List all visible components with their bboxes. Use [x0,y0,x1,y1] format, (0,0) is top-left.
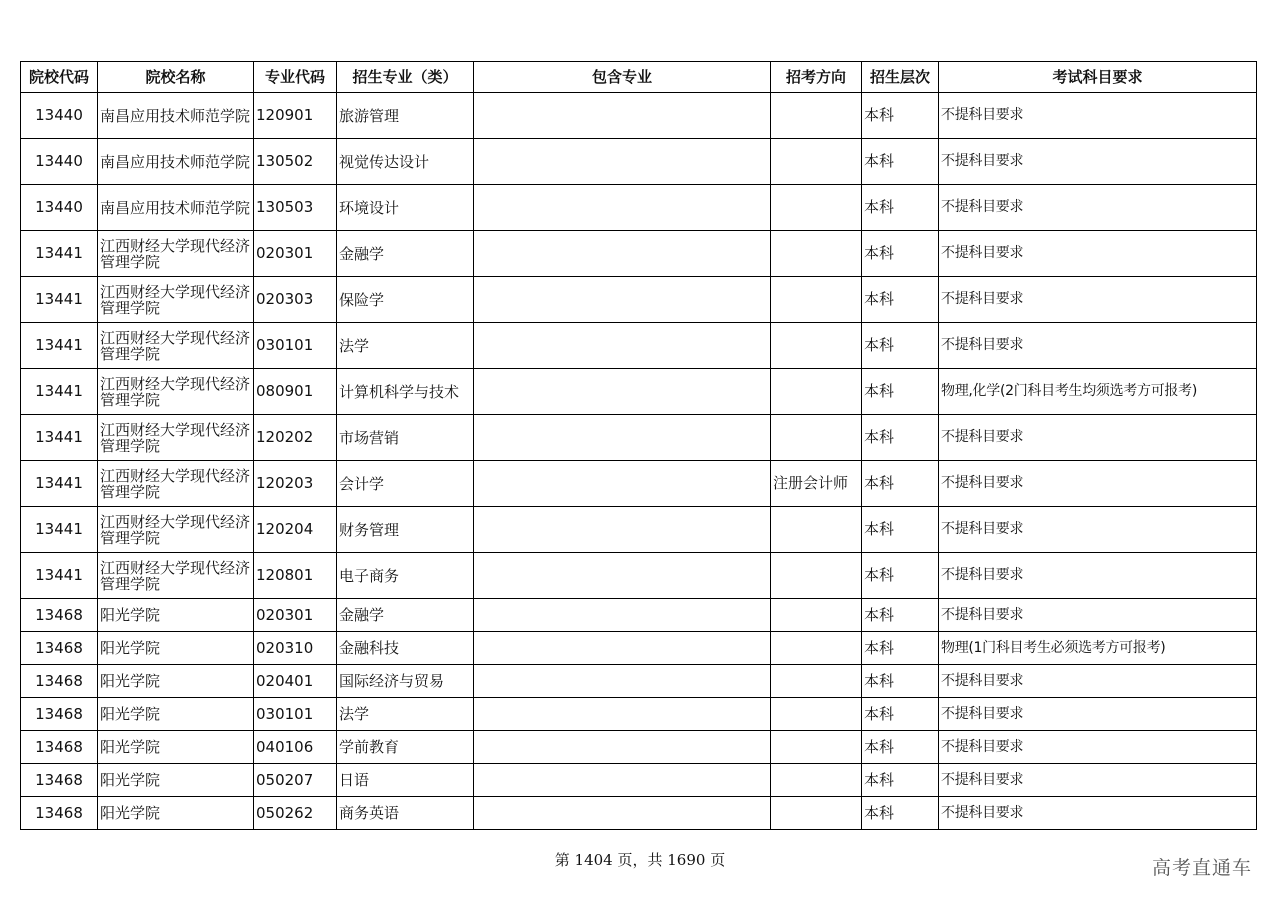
cell-direction [771,632,862,665]
cell-included-majors [474,507,771,553]
cell-school-name: 南昌应用技术师范学院 [98,93,254,139]
cell-included-majors [474,599,771,632]
cell-school-name: 江西财经大学现代经济管理学院 [98,461,254,507]
cell-school-code: 13440 [21,185,98,231]
cell-requirement: 不提科目要求 [939,139,1257,185]
cell-requirement: 不提科目要求 [939,731,1257,764]
cell-direction [771,698,862,731]
cell-level: 本科 [862,139,939,185]
cell-included-majors [474,797,771,830]
table-row [21,731,1257,764]
cell-direction [771,764,862,797]
cell-major-code: 050262 [254,797,337,830]
cell-level: 本科 [862,507,939,553]
cell-requirement: 物理,化学(2门科目考生均须选考方可报考) [939,369,1257,415]
cell-school-name: 阳光学院 [98,599,254,632]
cell-direction [771,231,862,277]
cell-included-majors [474,323,771,369]
cell-major-code: 020301 [254,599,337,632]
cell-direction [771,507,862,553]
cell-major-code: 120801 [254,553,337,599]
cell-major: 计算机科学与技术 [337,369,474,415]
table-row [21,139,1257,185]
cell-school-name: 阳光学院 [98,632,254,665]
cell-requirement: 不提科目要求 [939,665,1257,698]
cell-school-name: 江西财经大学现代经济管理学院 [98,553,254,599]
cell-included-majors [474,665,771,698]
cell-direction [771,599,862,632]
cell-level: 本科 [862,461,939,507]
cell-major-code: 050207 [254,764,337,797]
cell-major-code: 120202 [254,415,337,461]
cell-major-code: 030101 [254,323,337,369]
col-header-school-code: 院校代码 [21,62,98,93]
cell-level: 本科 [862,665,939,698]
cell-included-majors [474,369,771,415]
cell-school-name: 江西财经大学现代经济管理学院 [98,323,254,369]
cell-school-code: 13468 [21,731,98,764]
table-row [21,461,1257,507]
cell-school-code: 13441 [21,507,98,553]
cell-school-code: 13441 [21,415,98,461]
cell-school-name: 江西财经大学现代经济管理学院 [98,507,254,553]
cell-direction [771,139,862,185]
cell-direction [771,797,862,830]
cell-level: 本科 [862,764,939,797]
cell-direction [771,731,862,764]
cell-level: 本科 [862,731,939,764]
cell-requirement: 不提科目要求 [939,698,1257,731]
col-header-level: 招生层次 [862,62,939,93]
table-row [21,323,1257,369]
table-row [21,599,1257,632]
cell-level: 本科 [862,599,939,632]
cell-school-code: 13468 [21,599,98,632]
cell-major: 会计学 [337,461,474,507]
cell-direction [771,665,862,698]
cell-major-code: 120901 [254,93,337,139]
cell-direction: 注册会计师 [771,461,862,507]
cell-school-name: 阳光学院 [98,764,254,797]
cell-major: 金融科技 [337,632,474,665]
cell-school-code: 13441 [21,277,98,323]
cell-school-name: 江西财经大学现代经济管理学院 [98,369,254,415]
cell-included-majors [474,764,771,797]
table-body [21,93,1257,830]
cell-level: 本科 [862,797,939,830]
table-row [21,185,1257,231]
cell-included-majors [474,185,771,231]
cell-school-name: 阳光学院 [98,797,254,830]
cell-requirement: 不提科目要求 [939,553,1257,599]
cell-major-code: 120204 [254,507,337,553]
col-header-major-code: 专业代码 [254,62,337,93]
cell-included-majors [474,731,771,764]
cell-included-majors [474,93,771,139]
table-row [21,764,1257,797]
cell-level: 本科 [862,632,939,665]
table-row [21,797,1257,830]
cell-level: 本科 [862,323,939,369]
cell-direction [771,323,862,369]
col-header-requirement: 考试科目要求 [939,62,1257,93]
cell-major-code: 130502 [254,139,337,185]
cell-direction [771,553,862,599]
cell-included-majors [474,461,771,507]
cell-direction [771,415,862,461]
col-header-major: 招生专业（类） [337,62,474,93]
cell-school-name: 江西财经大学现代经济管理学院 [98,277,254,323]
cell-requirement: 不提科目要求 [939,231,1257,277]
cell-school-code: 13441 [21,553,98,599]
cell-major: 视觉传达设计 [337,139,474,185]
cell-level: 本科 [862,231,939,277]
cell-included-majors [474,231,771,277]
table-row [21,369,1257,415]
cell-included-majors [474,553,771,599]
table-row [21,93,1257,139]
cell-included-majors [474,698,771,731]
col-header-direction: 招考方向 [771,62,862,93]
cell-included-majors [474,277,771,323]
cell-major: 学前教育 [337,731,474,764]
cell-major: 法学 [337,698,474,731]
cell-level: 本科 [862,553,939,599]
admissions-table [20,61,1257,830]
cell-requirement: 不提科目要求 [939,797,1257,830]
cell-major: 法学 [337,323,474,369]
cell-requirement: 物理(1门科目考生必须选考方可报考) [939,632,1257,665]
cell-requirement: 不提科目要求 [939,764,1257,797]
cell-school-code: 13440 [21,139,98,185]
cell-school-code: 13441 [21,369,98,415]
cell-major: 国际经济与贸易 [337,665,474,698]
cell-requirement: 不提科目要求 [939,323,1257,369]
cell-requirement: 不提科目要求 [939,461,1257,507]
cell-level: 本科 [862,277,939,323]
cell-level: 本科 [862,93,939,139]
col-header-school-name: 院校名称 [98,62,254,93]
cell-major-code: 120203 [254,461,337,507]
table-row [21,231,1257,277]
cell-requirement: 不提科目要求 [939,93,1257,139]
table-row [21,415,1257,461]
cell-major-code: 020301 [254,231,337,277]
cell-school-name: 江西财经大学现代经济管理学院 [98,415,254,461]
table-row [21,553,1257,599]
cell-school-name: 江西财经大学现代经济管理学院 [98,231,254,277]
table-row [21,632,1257,665]
cell-major-code: 130503 [254,185,337,231]
cell-major-code: 040106 [254,731,337,764]
cell-level: 本科 [862,185,939,231]
page-footer: 第 1404 页，共 1690 页 [554,851,726,869]
watermark: 高考直通车 [1151,857,1252,879]
cell-requirement: 不提科目要求 [939,185,1257,231]
cell-major: 市场营销 [337,415,474,461]
cell-major: 财务管理 [337,507,474,553]
cell-school-code: 13441 [21,323,98,369]
cell-level: 本科 [862,415,939,461]
cell-school-code: 13440 [21,93,98,139]
cell-major: 商务英语 [337,797,474,830]
cell-requirement: 不提科目要求 [939,599,1257,632]
cell-school-name: 南昌应用技术师范学院 [98,139,254,185]
cell-major: 金融学 [337,231,474,277]
cell-school-code: 13468 [21,665,98,698]
cell-school-code: 13441 [21,231,98,277]
table-row [21,698,1257,731]
cell-school-code: 13468 [21,632,98,665]
cell-major-code: 030101 [254,698,337,731]
cell-major-code: 020303 [254,277,337,323]
cell-school-name: 阳光学院 [98,665,254,698]
cell-school-code: 13468 [21,698,98,731]
table-row [21,507,1257,553]
cell-major: 日语 [337,764,474,797]
cell-direction [771,277,862,323]
table-row [21,665,1257,698]
cell-major: 保险学 [337,277,474,323]
cell-major: 电子商务 [337,553,474,599]
cell-school-code: 13441 [21,461,98,507]
table-row [21,277,1257,323]
cell-school-code: 13468 [21,764,98,797]
header-row [21,62,1257,93]
cell-requirement: 不提科目要求 [939,507,1257,553]
cell-major-code: 020310 [254,632,337,665]
cell-level: 本科 [862,698,939,731]
cell-direction [771,185,862,231]
cell-school-name: 阳光学院 [98,698,254,731]
cell-direction [771,369,862,415]
cell-school-name: 阳光学院 [98,731,254,764]
cell-school-name: 南昌应用技术师范学院 [98,185,254,231]
cell-major-code: 020401 [254,665,337,698]
col-header-included-majors: 包含专业 [474,62,771,93]
cell-major: 环境设计 [337,185,474,231]
cell-level: 本科 [862,369,939,415]
cell-major-code: 080901 [254,369,337,415]
cell-included-majors [474,415,771,461]
cell-included-majors [474,632,771,665]
cell-school-code: 13468 [21,797,98,830]
cell-requirement: 不提科目要求 [939,277,1257,323]
cell-included-majors [474,139,771,185]
cell-major: 金融学 [337,599,474,632]
cell-major: 旅游管理 [337,93,474,139]
cell-direction [771,93,862,139]
cell-requirement: 不提科目要求 [939,415,1257,461]
